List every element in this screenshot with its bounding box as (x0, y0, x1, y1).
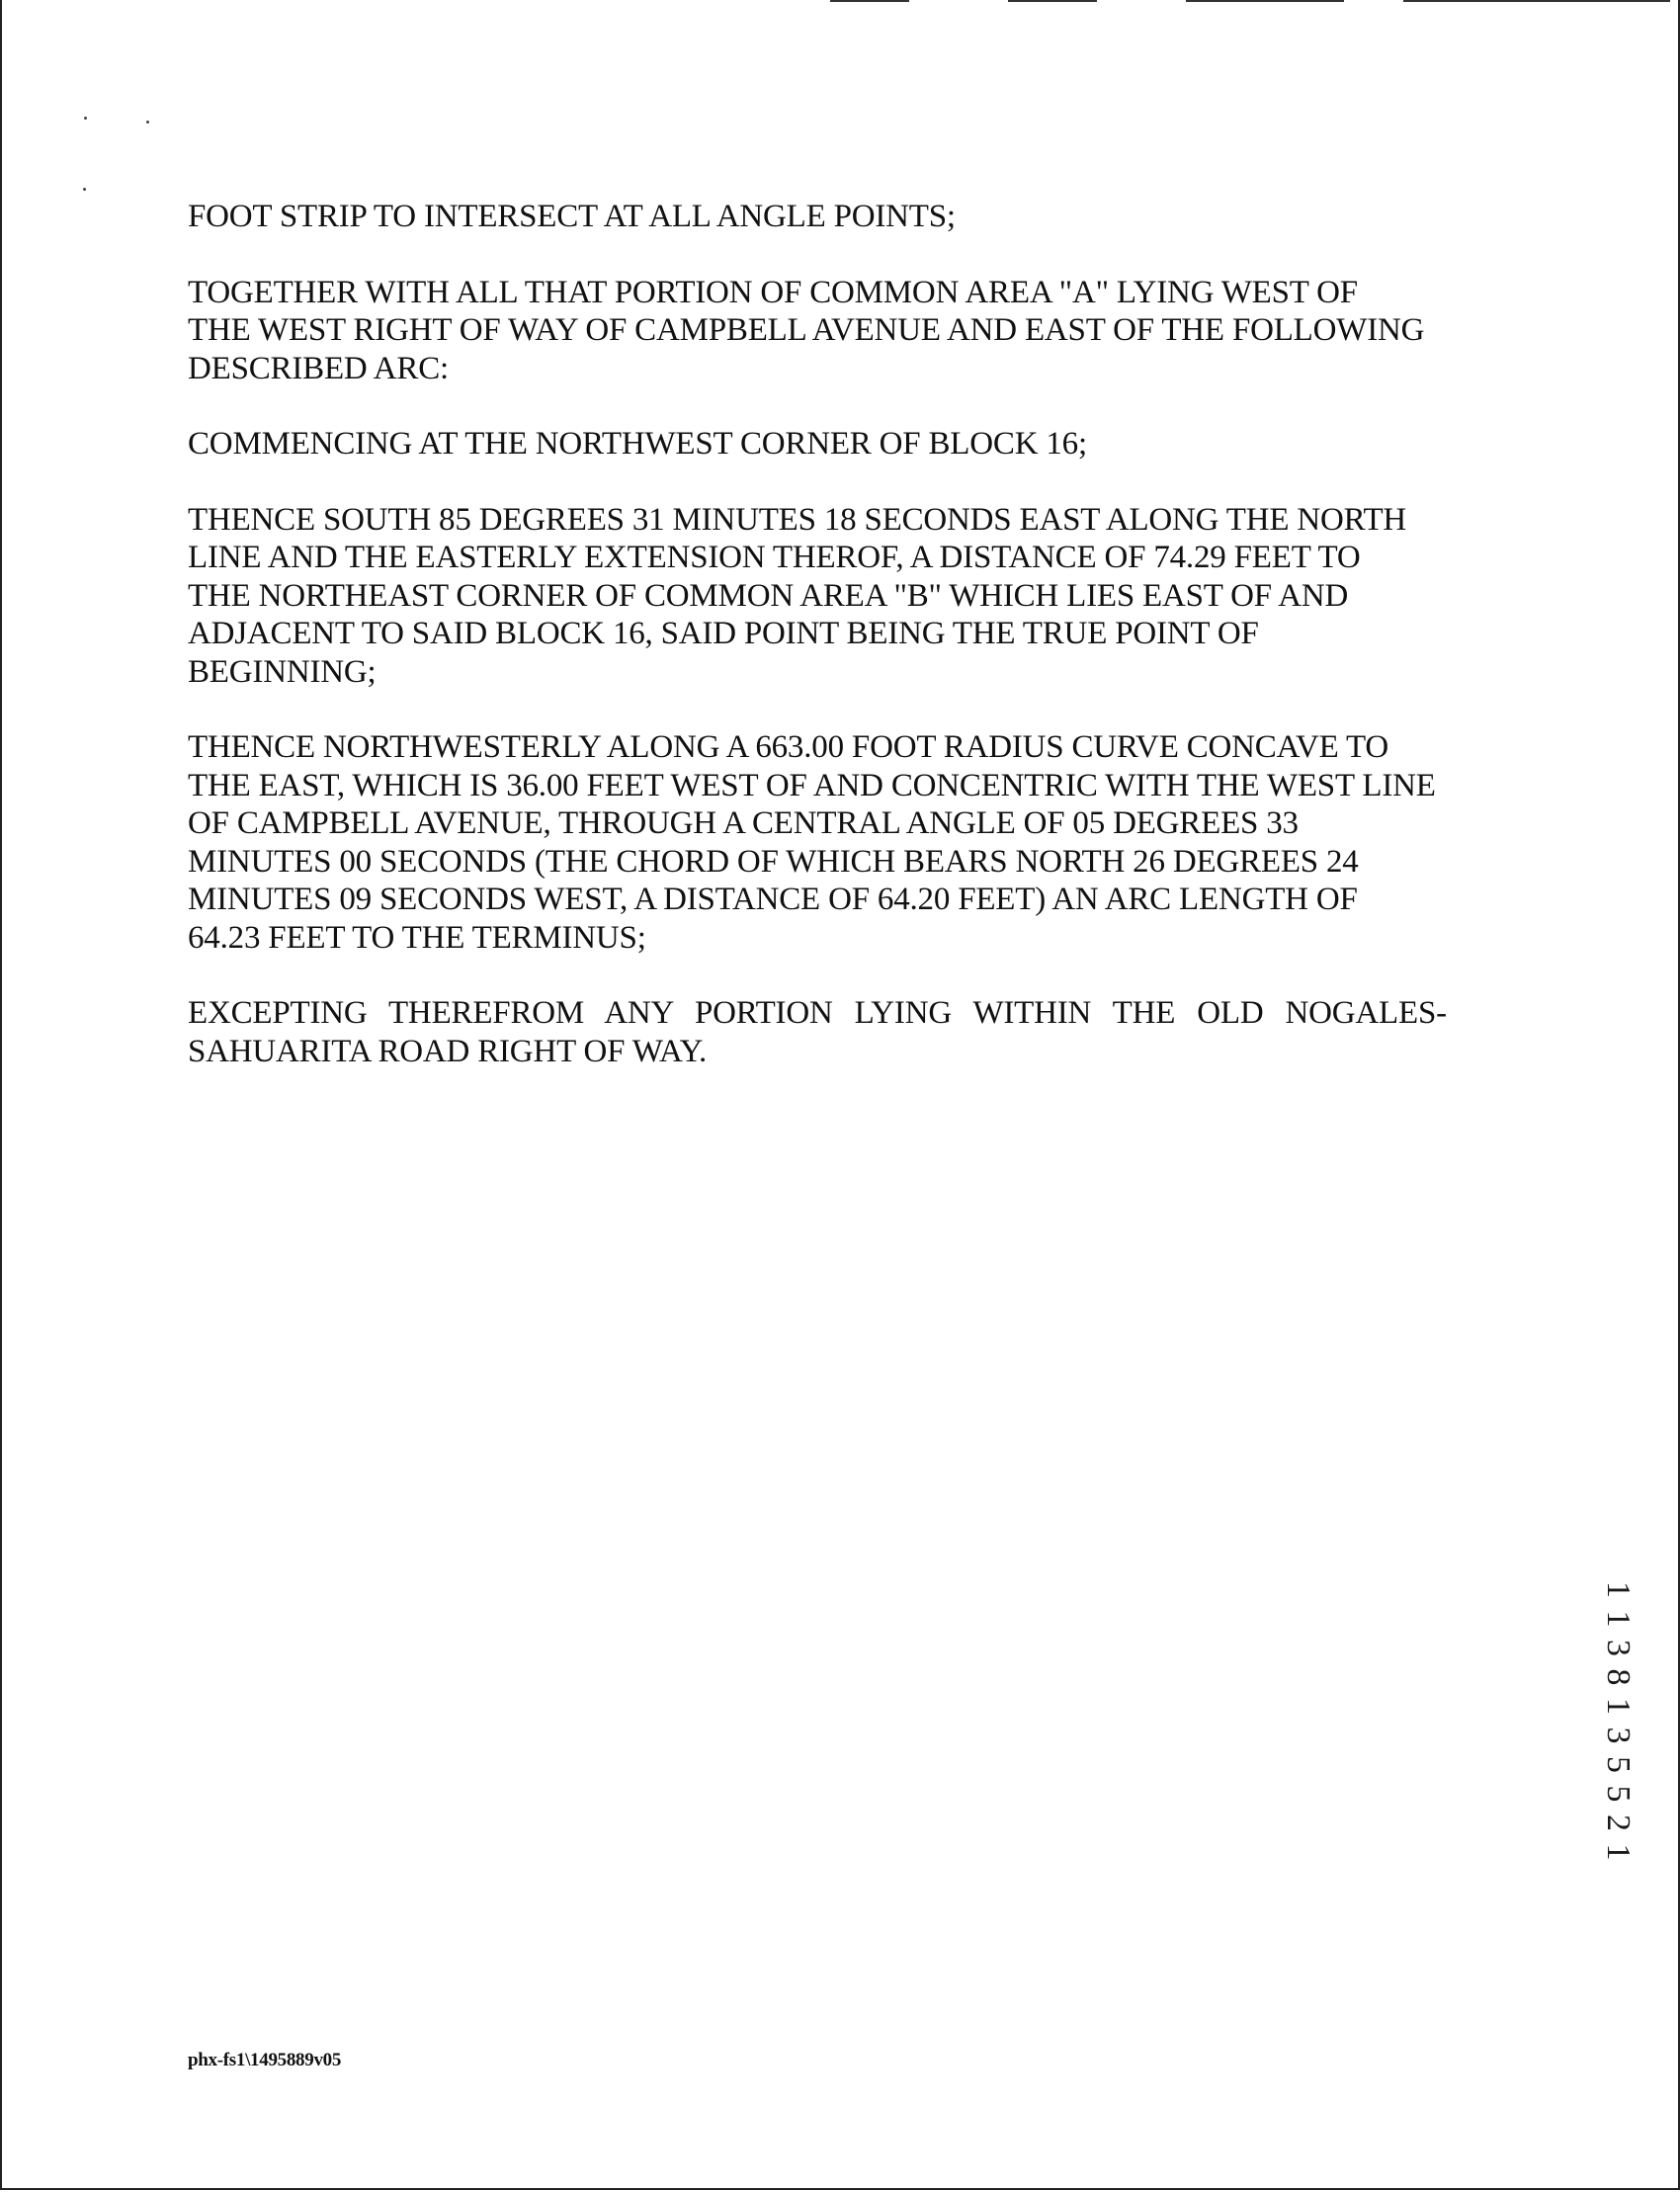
text-line: OF CAMPBELL AVENUE, THROUGH A CENTRAL ANGLE OF 05 DEGREES 33 (188, 805, 1299, 841)
legal-description (188, 198, 1472, 1108)
scan-edge-mark (1008, 0, 1097, 2)
text-line: THENCE NORTHWESTERLY ALONG A 663.00 FOOT RADIUS CURVE CONCAVE TO (188, 729, 1388, 765)
scan-speck (83, 188, 86, 191)
recording-stamp-number: 1 1 3 8 1 3 5 5 2 1 (1600, 1581, 1637, 1863)
text-line: THENCE SOUTH 85 DEGREES 31 MINUTES 18 SECONDS EAST ALONG THE NORTH (188, 501, 1407, 538)
text-line: THE NORTHEAST CORNER OF COMMON AREA "B" WHICH LIES EAST OF AND (188, 577, 1349, 614)
text-line: COMMENCING AT THE NORTHWEST CORNER OF BLOCK 16; (188, 426, 1087, 462)
recording-stamp (1600, 1581, 1656, 1863)
paragraph-excepting (188, 994, 1472, 1070)
text-line: TOGETHER WITH ALL THAT PORTION OF COMMON AREA "A" LYING WEST OF (188, 274, 1358, 310)
scan-edge-mark (1403, 0, 1670, 2)
text-line: DESCRIBED ARC: (188, 350, 450, 386)
document-reference: phx-fs1\1495889v05 (188, 2050, 342, 2070)
text-line: ADJACENT TO SAID BLOCK 16, SAID POINT BEING THE TRUE POINT OF (188, 616, 1259, 651)
paragraph-foot-strip (188, 198, 1472, 236)
text-line: LINE AND THE EASTERLY EXTENSION THEROF, A DISTANCE OF 74.29 FEET TO (188, 540, 1361, 575)
text-line: THE WEST RIGHT OF WAY OF CAMPBELL AVENUE AND EAST OF THE FOLLOWING (188, 312, 1425, 348)
scan-edge-mark (1186, 0, 1344, 2)
text-line: THE EAST, WHICH IS 36.00 FEET WEST OF AND CONCENTRIC WITH THE WEST LINE (188, 767, 1436, 803)
paragraph-thence-northwesterly (188, 728, 1472, 957)
text-line: MINUTES 09 SECONDS WEST, A DISTANCE OF 64.20 FEET) AN ARC LENGTH OF (188, 882, 1358, 917)
scan-speck (84, 117, 87, 120)
paragraph-commencing (188, 425, 1472, 464)
text-line: EXCEPTING THEREFROM ANY PORTION LYING WITHIN THE OLD NOGALES- (188, 995, 1447, 1031)
scan-speck (146, 121, 149, 124)
paragraph-thence-south (188, 501, 1472, 692)
paragraph-together-with (188, 274, 1472, 388)
text-line: FOOT STRIP TO INTERSECT AT ALL ANGLE POINTS; (188, 199, 956, 234)
text-line: MINUTES 00 SECONDS (THE CHORD OF WHICH BEARS NORTH 26 DEGREES 24 (188, 843, 1359, 880)
text-line: SAHUARITA ROAD RIGHT OF WAY. (188, 1033, 708, 1069)
text-line: BEGINNING; (188, 653, 377, 690)
scan-edge-mark (830, 0, 909, 2)
text-line: 64.23 FEET TO THE TERMINUS; (188, 919, 646, 956)
